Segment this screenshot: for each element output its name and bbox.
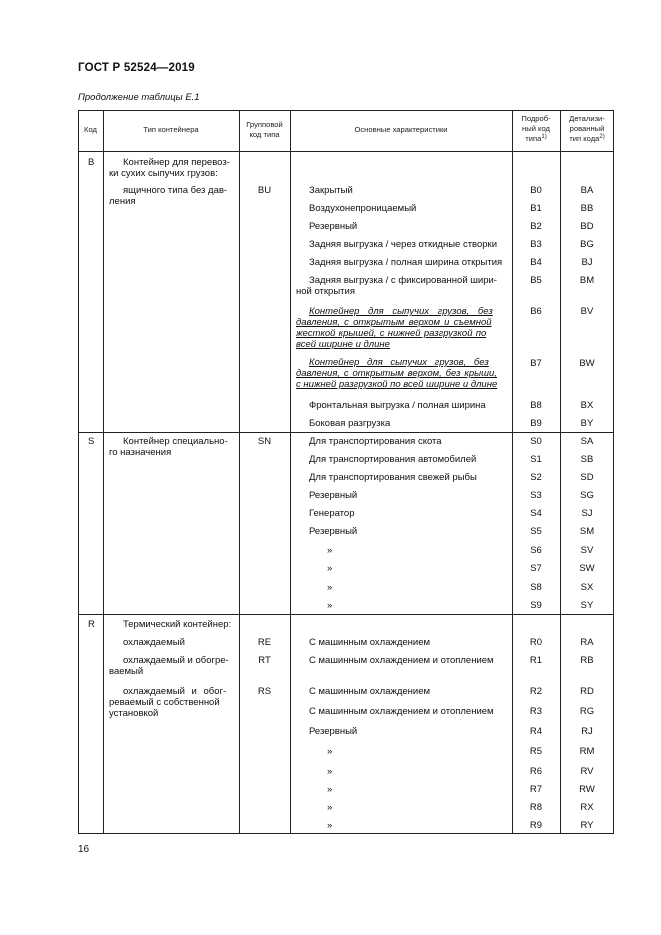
table-continuation-caption: Продолжение таблицы Е.1	[78, 92, 200, 103]
section-b-type: Контейнер для перевоз- ки сухих сыпучих грузов:	[109, 157, 230, 179]
header-detail-line2: ный код	[522, 124, 550, 133]
col-sep-3	[290, 110, 291, 834]
col-sep-1	[103, 110, 104, 834]
header-group-line1: Групповой	[246, 120, 283, 129]
section-r-sub1: охлаждаемый	[123, 637, 185, 648]
section-r-sub3-group: RS	[257, 686, 272, 697]
section-b-subtype: ящичного типа без дав- ления	[109, 185, 228, 207]
header-code: Код	[84, 125, 97, 134]
header-spec-line3: тип кода$^{2)}$	[569, 134, 605, 143]
table-border-left	[78, 110, 79, 834]
table-border-top	[78, 110, 614, 111]
header-type: Тип контейнера	[143, 125, 199, 134]
header-group-code	[239, 120, 290, 140]
col-sep-2	[239, 110, 240, 834]
header-characteristics: Основные характеристики	[354, 125, 448, 134]
header-separator	[78, 151, 614, 152]
section-r-sub2: охлаждаемый и обогре- ваемый	[109, 655, 229, 677]
header-spec-code	[560, 114, 614, 144]
header-detail-line1: Подроб-	[521, 114, 551, 123]
code-table: Код Тип контейнера Групповой код типа Основные характеристики Подроб- ный код типа$^{1)}$ Детализи- рованный тип кода$^{2)}$ B Контейнер для перевоз- ки сухих сыпучих грузов: ящичного типа без дав- ления BU Закрытый B0 BA Воздухонепроницаемый B1 BB Резервный B2 BD Задняя выгрузка / через откидные створки B3 BG Задняя выгрузка / полная ширина открытия B4 BJ Задняя выгрузка / с фиксированной шири- ной открытия B5 BM Контейнер для сыпучих грузов, без давления, с открытым верхом и съемной жесткой крышей, с нижней разгрузкой по всей ширине и длине B6 BV Контейнер для сыпучих грузов, без давления, с открытым верхом, без крыши, с нижней разгрузкой по всей ширине и длине B7 BW Фронтальная выгрузка / полная ширина B8 BX Боковая разгрузка B9 BY S Контейнер специально- го назначения SN Для транспортирования скота S0 SA Для транспортирования автомобилей S1 SB Для транспортирования свежей рыбы S2 SD Резервный S3 SG Генератор S4 SJ Резервный S5 SM » S6 SV » S7 SW » S8 SX » S9 SY R Термический контейнер: охлаждаемый RE охлаждаемый и обогре- ваемый RT охлаждаемый и обог- реваемый с собственной установкой RS С машинным охлаждением R0 RA С машинным охлаждением и отоплением R1 RB С машинным охлаждением R2 RD С машинным охлаждением и отоплением R3 RG Резервный R4 RJ » R5 RM » R6 RV » R7 RW » R8 RX » R9 RY	[78, 110, 614, 834]
section-b-code: B	[88, 157, 95, 168]
header-detail-code	[512, 114, 560, 144]
section-r-sub2-group: RT	[258, 655, 271, 666]
section-r-code: R	[88, 619, 95, 630]
section-s-type: Контейнер специально- го назначения	[109, 436, 228, 458]
header-group-line2: код типа	[249, 130, 280, 139]
section-r-sub1-group: RE	[257, 637, 272, 648]
header-spec-line2: рованный	[569, 124, 605, 133]
section-b-group-code: BU	[257, 185, 272, 196]
section-s-code: S	[88, 436, 95, 447]
section-separator-r	[78, 614, 614, 615]
section-s-group-code: SN	[257, 436, 272, 447]
section-r-sub3: охлаждаемый и обог- реваемый с собственной установкой	[109, 686, 227, 719]
header-spec-line1: Детализи-	[569, 114, 605, 123]
section-r-type: Термический контейнер:	[123, 619, 232, 630]
table-border-bottom	[78, 833, 614, 834]
section-separator-s	[78, 432, 614, 433]
document-title: ГОСТ Р 52524—2019	[78, 62, 195, 74]
page-number: 16	[78, 844, 90, 855]
header-detail-line3: типа$^{1)}$	[525, 134, 547, 143]
